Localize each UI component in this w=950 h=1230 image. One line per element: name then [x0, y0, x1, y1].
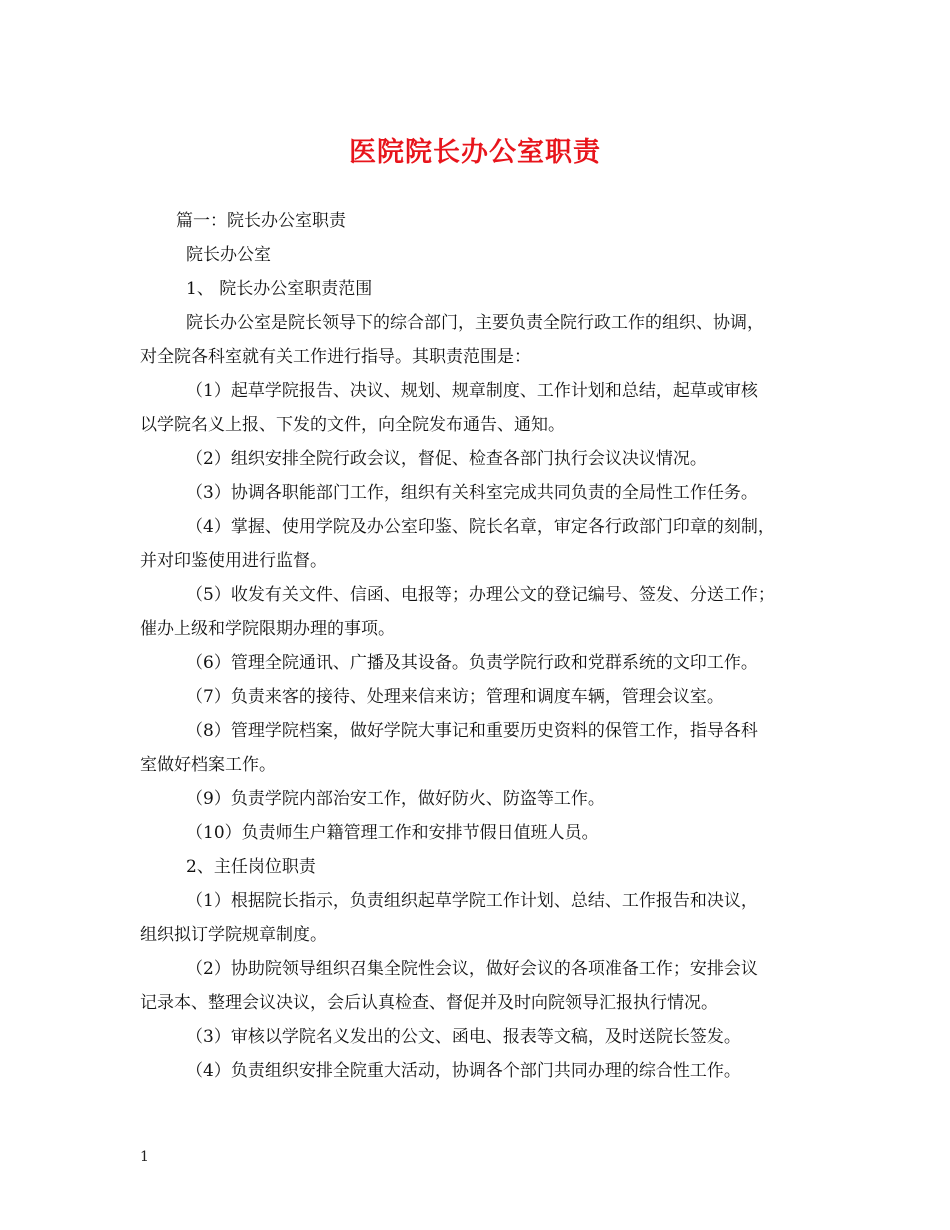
- list-item: （3）协调各职能部门工作，组织有关科室完成共同负责的全局性工作任务。: [186, 483, 758, 503]
- list-item-continuation: 记录本、整理会议决议，会后认真检查、督促并及时向院领导汇报执行情况。: [140, 993, 718, 1013]
- paragraph-line: 院长办公室是院长领导下的综合部门，主要负责全院行政工作的组织、协调，: [186, 313, 764, 333]
- section-heading: 篇一：院长办公室职责: [176, 211, 346, 231]
- list-item: （5）收发有关文件、信函、电报等；办理公文的登记编号、签发、分送工作；: [186, 585, 775, 605]
- list-item: （1）起草学院报告、决议、规划、规章制度、工作计划和总结，起草或审核: [186, 381, 758, 401]
- document-title: 医院院长办公室职责: [349, 137, 601, 168]
- list-item: （1）根据院长指示，负责组织起草学院工作计划、总结、工作报告和决议，: [186, 891, 758, 911]
- list-item: （8）管理学院档案，做好学院大事记和重要历史资料的保管工作，指导各科: [186, 721, 758, 741]
- subheading: 院长办公室: [186, 245, 271, 265]
- list-item: （7）负责来客的接待、处理来信来访；管理和调度车辆，管理会议室。: [186, 687, 724, 707]
- list-item: （2）组织安排全院行政会议，督促、检查各部门执行会议决议情况。: [186, 449, 707, 469]
- document-body: [140, 204, 820, 1088]
- list-item-continuation: 室做好档案工作。: [140, 755, 276, 775]
- list-item: （3）审核以学院名义发出的公文、函电、报表等文稿，及时送院长签发。: [186, 1027, 741, 1047]
- list-item: （6）管理全院通讯、广播及其设备。负责学院行政和党群系统的文印工作。: [186, 653, 758, 673]
- list-item-continuation: 组织拟订学院规章制度。: [140, 925, 327, 945]
- list-item: （4）掌握、使用学院及办公室印鉴、院长名章，审定各行政部门印章的刻制，: [186, 517, 775, 537]
- list-item: （10）负责师生户籍管理工作和安排节假日值班人员。: [186, 823, 599, 843]
- list-item: （9）负责学院内部治安工作，做好防火、防盗等工作。: [186, 789, 605, 809]
- page-number: 1: [140, 1149, 149, 1165]
- list-item: （4）负责组织安排全院重大活动，协调各个部门共同办理的综合性工作。: [186, 1061, 741, 1081]
- list-item-continuation: 以学院名义上报、下发的文件，向全院发布通告、通知。: [140, 415, 565, 435]
- list-item-continuation: 催办上级和学院限期办理的事项。: [140, 619, 395, 639]
- paragraph-line: 对全院各科室就有关工作进行指导。其职责范围是：: [140, 347, 531, 367]
- list-item-continuation: 并对印鉴使用进行监督。: [140, 551, 327, 571]
- numbered-heading: 1、 院长办公室职责范围: [186, 279, 373, 299]
- numbered-heading: 2、主任岗位职责: [186, 857, 316, 877]
- list-item: （2）协助院领导组织召集全院性会议，做好会议的各项准备工作；安排会议: [186, 959, 758, 979]
